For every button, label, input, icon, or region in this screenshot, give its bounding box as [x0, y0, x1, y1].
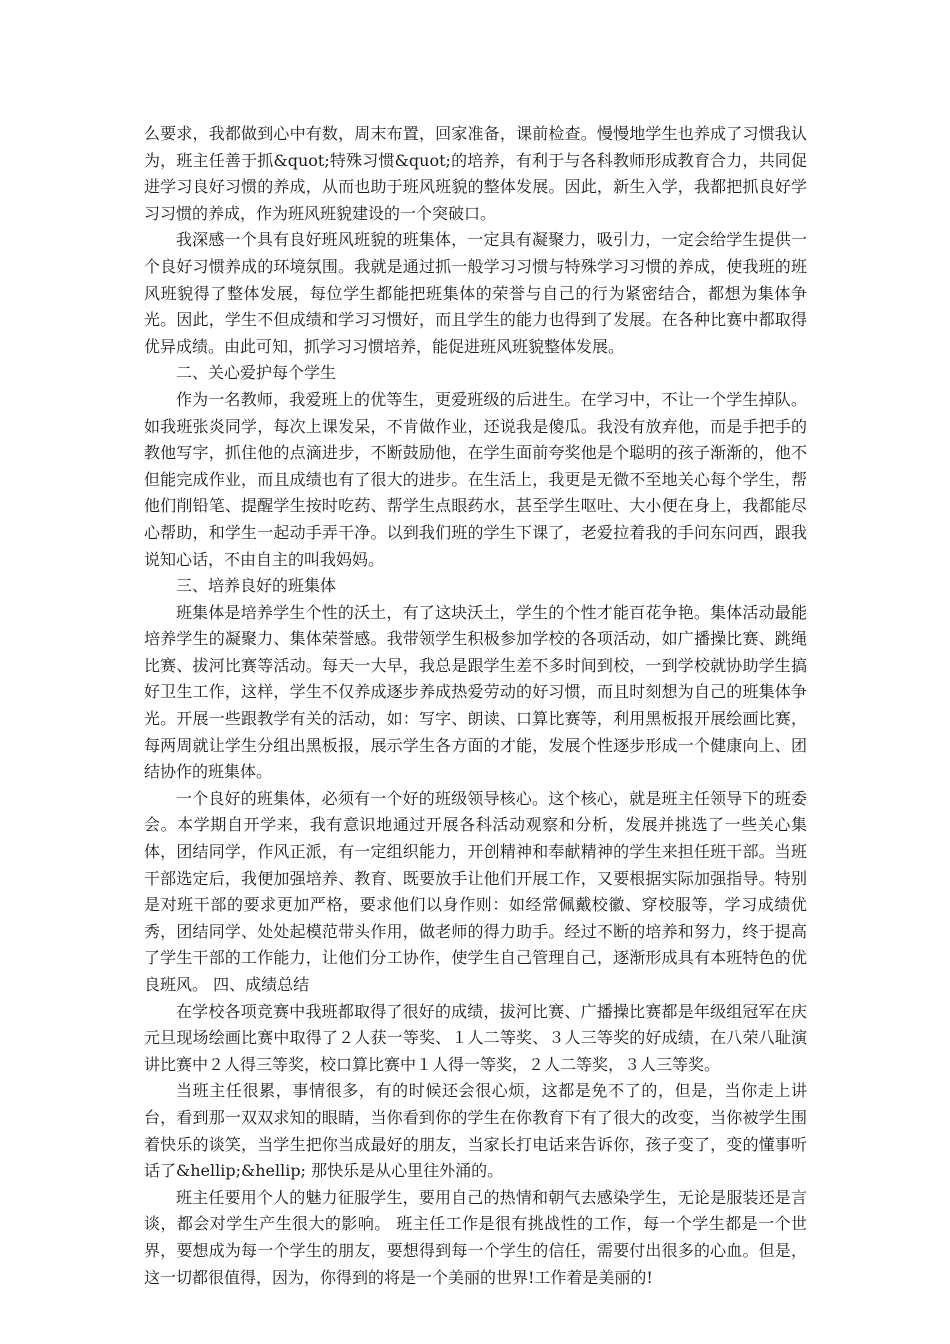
- section-heading-collective: 三、培养良好的班集体: [176, 576, 337, 596]
- paragraph-care-students: 作为一名教师，我爱班上的优等生，更爱班级的后进生。在学习中，不让一个学生掉队。如我班张炎同学，每次上课发呆，不肯做作业，还说我是傻瓜。我没有放弃他，而是手把手的教他写字，抓住他的点滴进步，不断鼓励他，在学生面前夸奖他是个聪明的孩子渐渐的，他不但能完成作业，而且成绩也有了很大的进步。在生活上，我更是无微不至地关心每个学生，帮他们削铅笔、提醒学生按时吃药、帮学生点眼药水，甚至学生呕吐、大小便在身上，我都能尽心帮助，和学生一起动手弄干净。以到我们班的学生下课了，老爱拉着我的手问东问西，跟我说知心话，不由自主的叫我妈妈。: [144, 389, 807, 569]
- document-page: [144, 121, 807, 1291]
- paragraph-habits-intro: 么要求，我都做到心中有数，周末布置，回家准备，课前检查。慢慢地学生也养成了习惯我认为，班主任善于抓&quot;特殊习惯&quot;的培养，有利于与各科教师形成教育合力，共同促进学习良好习惯的养成，从而也助于班风班貌的整体发展。因此，新生入学，我都把抓良好学习习惯的养成，作为班风班貌建设的一个突破口。: [144, 124, 807, 223]
- paragraph-class-committee: 一个良好的班集体，必须有一个好的班级领导核心。这个核心，就是班主任领导下的班委会。本学期自开学来，我有意识地通过开展各科活动观察和分析，发展并挑选了一些关心集体，团结同学，作风正派，有一定组织能力，开创精神和奉献精神的学生来担任班干部。当班干部选定后，我便加强培养、教育、既要放手让他们开展工作，又要根据实际加强指导。特别是对班干部的要求更加严格，要求他们以身作则：如经常佩戴校徽、穿校服等，学习成绩优秀，团结同学、处处起模范带头作用，做老师的得力助手。经过不断的培养和努力，终于提高了学生干部的工作能力，让他们分工协作，使学生自己管理自己，逐渐形成具有本班特色的优良班风。 四、成绩总结: [144, 788, 807, 994]
- section-heading-care: 二、关心爱护每个学生: [176, 363, 337, 383]
- paragraph-conclusion: 班主任要用个人的魅力征服学生，要用自己的热情和朝气去感染学生，无论是服装还是言谈，都会对学生产生很大的影响。 班主任工作是很有挑战性的工作，每一个学生都是一个世界，要想成为每一个学生的朋友，要想得到每一个学生的信任，需要付出很多的心血。但是，这一切都很值得，因为，你得到的将是一个美丽的世界!工作着是美丽的!: [144, 1187, 807, 1287]
- paragraph-collective-activities: 班集体是培养学生个性的沃土，有了这块沃土，学生的个性才能百花争艳。集体活动最能培养学生的凝聚力、集体荣誉感。我带领学生积极参加学校的各项活动，如广播操比赛、跳绳比赛、拔河比赛等活动。每天一大早，我总是跟学生差不多时间到校，一到学校就协助学生搞好卫生工作，这样，学生不仅养成逐步养成热爱劳动的好习惯，而且时刻想为自己的班集体争光。开展一些跟教学有关的活动，如：写字、朗读、口算比赛等，利用黑板报开展绘画比赛，每两周就让学生分组出黑板报，展示学生各方面的才能，发展个性逐步形成一个健康向上、团结协作的班集体。: [144, 602, 807, 782]
- paragraph-achievements: 在学校各项竞赛中我班都取得了很好的成绩，拔河比赛、广播操比赛都是年级组冠军在庆元旦现场绘画比赛中取得了２人获一等奖、１人二等奖、３人三等奖的好成绩，在八荣八耻演讲比赛中２人得三等奖，校口算比赛中１人得一等奖，２人二等奖，３人三等奖。: [144, 1001, 807, 1074]
- paragraph-class-style: 我深感一个具有良好班风班貌的班集体，一定具有凝聚力，吸引力，一定会给学生提供一个良好习惯养成的环境氛围。我就是通过抓一般学习习惯与特殊学习习惯的养成，使我班的班风班貌得了整体发展，每位学生都能把班集体的荣誉与自己的行为紧密结合，都想为集体争光。因此，学生不但成绩和学习习惯好，而且学生的能力也得到了发展。在各种比赛中都取得优异成绩。由此可知，抓学习习惯培养，能促进班风班貌整体发展。: [144, 230, 807, 356]
- paragraph-reflection: 当班主任很累，事情很多，有的时候还会很心烦，这都是免不了的，但是，当你走上讲台，看到那一双双求知的眼睛，当你看到你的学生在你教育下有了很大的改变，当你被学生围着快乐的谈笑，当学生把你当成最好的朋友，当家长打电话来告诉你，孩子变了，变的懂事听话了&hellip;&hellip; 那快乐是从心里往外涌的。: [144, 1081, 807, 1181]
